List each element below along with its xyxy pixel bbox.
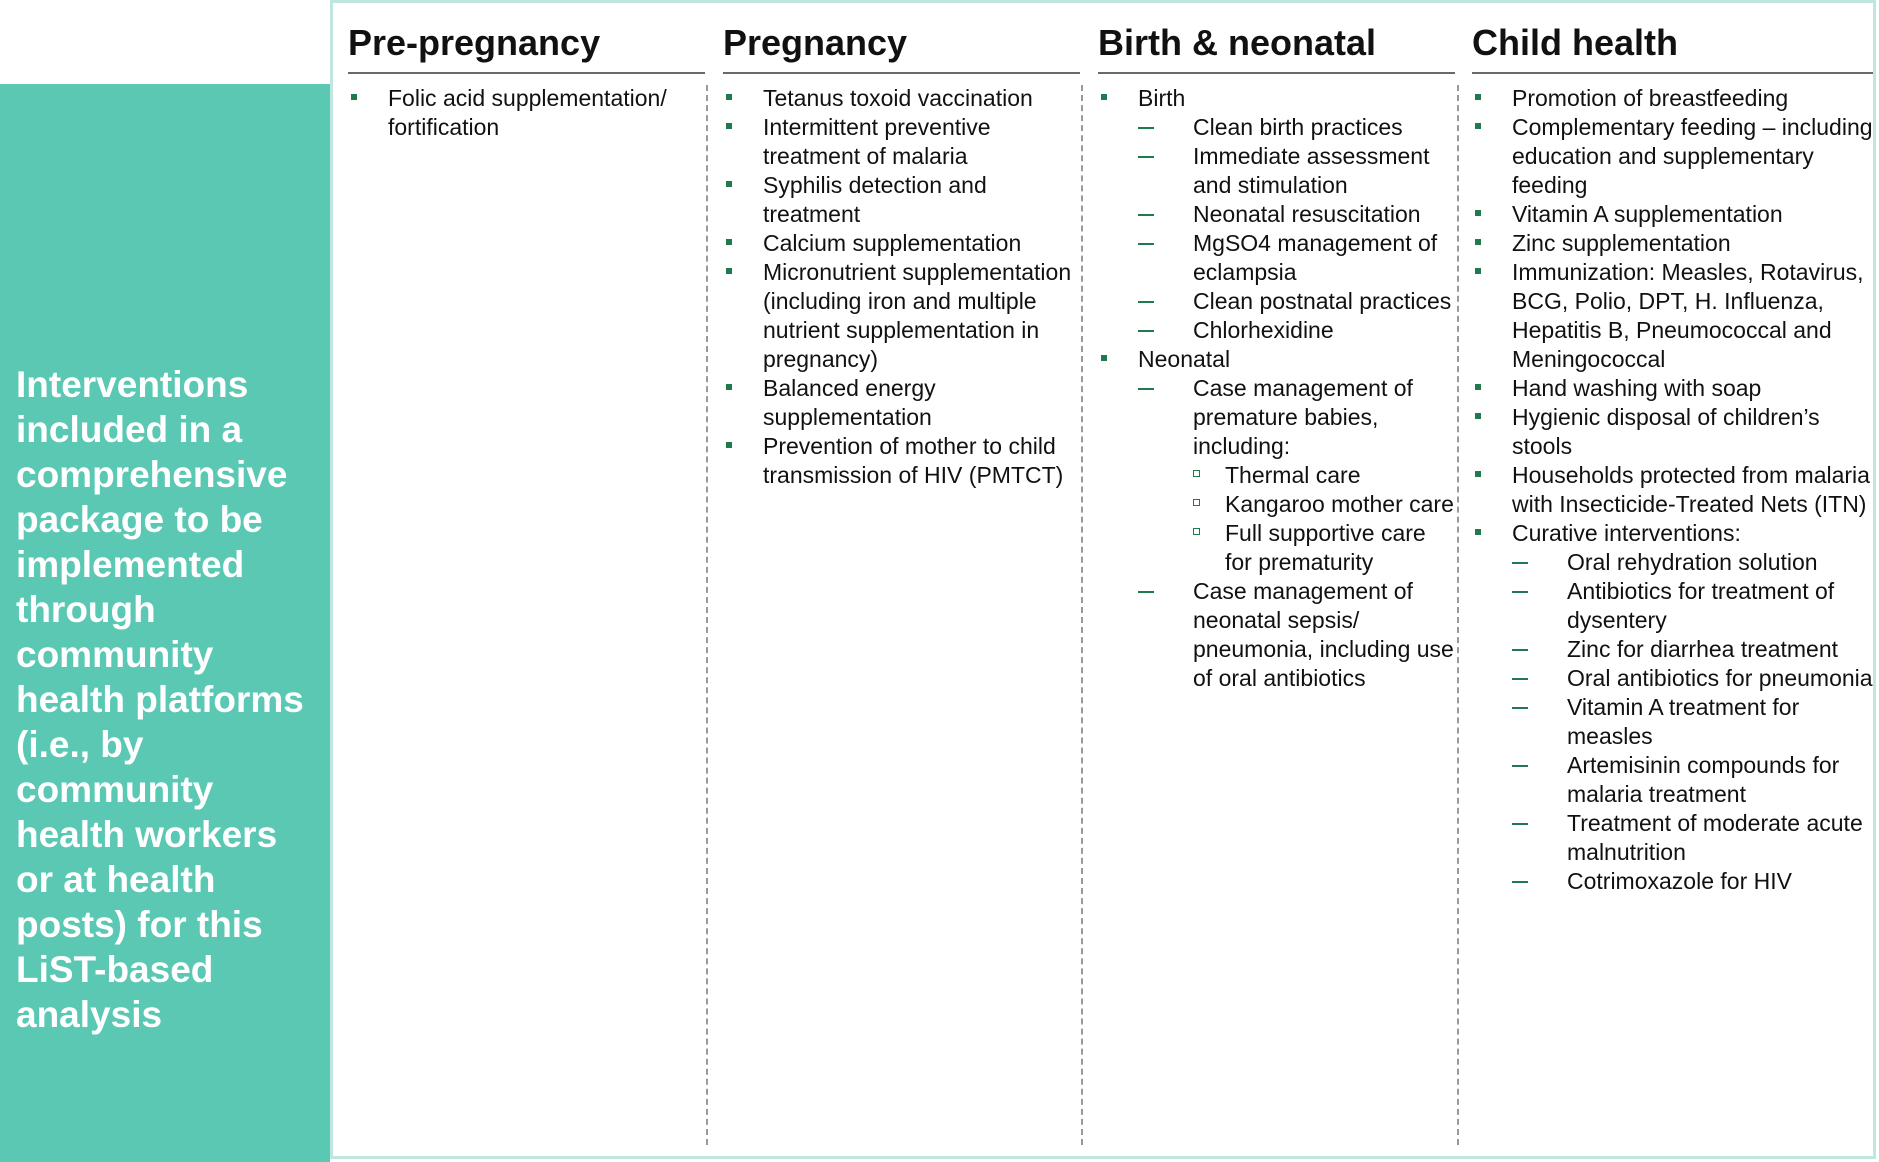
list-item: Vitamin A supplementation [1472, 200, 1873, 229]
column-title-birth-neonatal: Birth & neonatal [1098, 3, 1455, 74]
case-premature-label: Case management of premature babies, including: [1193, 375, 1413, 459]
list-item: Oral antibiotics for pneumonia [1512, 664, 1873, 693]
list-item-birth [1098, 84, 1455, 345]
list-item: Hygienic disposal of children’s stools [1472, 403, 1873, 461]
list-item: Micronutrient supplementation (including iron and multiple nutrient supplementation in pregnancy) [723, 258, 1080, 374]
list-item-case-premature [1138, 374, 1455, 577]
list-item: Syphilis detection and treatment [723, 171, 1080, 229]
list-item: Vitamin A treatment for measles [1512, 693, 1873, 751]
list-item: Full supportive care for prematurity [1193, 519, 1455, 577]
list-item: Kangaroo mother care [1193, 490, 1455, 519]
list-item: Neonatal resuscitation [1138, 200, 1455, 229]
list-item: Zinc for diarrhea treatment [1512, 635, 1873, 664]
list-item: Antibiotics for treatment of dysentery [1512, 577, 1873, 635]
list-item: Zinc supplementation [1472, 229, 1873, 258]
column-divider [1081, 85, 1083, 1145]
list-item: Promotion of breastfeeding [1472, 84, 1873, 113]
column-divider [706, 85, 708, 1145]
column-birth-neonatal [1098, 3, 1455, 1149]
pre-pregnancy-list [348, 74, 705, 142]
list-item: Calcium supplementation [723, 229, 1080, 258]
column-divider [1457, 85, 1459, 1145]
list-item: Clean birth practices [1138, 113, 1455, 142]
list-item: MgSO4 management of eclampsia [1138, 229, 1455, 287]
list-item: Hand washing with soap [1472, 374, 1873, 403]
list-item: Balanced energy supplementation [723, 374, 1080, 432]
birth-neonatal-list [1098, 74, 1455, 693]
list-item: Treatment of moderate acute malnutrition [1512, 809, 1873, 867]
list-item: Artemisinin compounds for malaria treatment [1512, 751, 1873, 809]
column-pregnancy [723, 3, 1080, 1149]
premature-care-sublist [1193, 461, 1455, 577]
list-item: Complementary feeding – including education and supplementary feeding [1472, 113, 1873, 200]
list-item: Tetanus toxoid vaccination [723, 84, 1080, 113]
list-item: Folic acid supplementation/ fortification [348, 84, 705, 142]
group-label-curative: Curative interventions: [1512, 520, 1741, 546]
list-item: Case management of neonatal sepsis/ pneumonia, including use of oral antibiotics [1138, 577, 1455, 693]
list-item: Prevention of mother to child transmission of HIV (PMTCT) [723, 432, 1080, 490]
column-title-child-health: Child health [1472, 3, 1873, 74]
child-health-list [1472, 74, 1873, 896]
column-child-health [1472, 3, 1873, 1149]
neonatal-sublist [1138, 374, 1455, 693]
list-item: Immunization: Measles, Rotavirus, BCG, Polio, DPT, H. Influenza, Hepatitis B, Pneumococcal and Meningococcal [1472, 258, 1873, 374]
group-label-neonatal: Neonatal [1138, 346, 1231, 372]
list-item-neonatal [1098, 345, 1455, 693]
list-item-curative [1472, 519, 1873, 896]
column-title-pregnancy: Pregnancy [723, 3, 1080, 74]
column-title-pre-pregnancy: Pre-pregnancy [348, 3, 705, 74]
list-item: Chlorhexidine [1138, 316, 1455, 345]
list-item: Households protected from malaria with Insecticide-Treated Nets (ITN) [1472, 461, 1873, 519]
sidebar-description: Interventions included in a comprehensive package to be implemented through community health platforms (i.e., by community health workers or at health posts) for this LiST-based analysis [16, 364, 304, 1035]
list-item: Clean postnatal practices [1138, 287, 1455, 316]
sidebar-panel [0, 84, 330, 1162]
birth-sublist [1138, 113, 1455, 345]
list-item: Cotrimoxazole for HIV [1512, 867, 1873, 896]
group-label-birth: Birth [1138, 85, 1186, 111]
column-pre-pregnancy [348, 3, 705, 1149]
interventions-panel [330, 0, 1876, 1159]
list-item: Immediate assessment and stimulation [1138, 142, 1455, 200]
list-item: Intermittent preventive treatment of malaria [723, 113, 1080, 171]
curative-sublist [1512, 548, 1873, 896]
pregnancy-list [723, 74, 1080, 490]
list-item: Thermal care [1193, 461, 1455, 490]
list-item: Oral rehydration solution [1512, 548, 1873, 577]
